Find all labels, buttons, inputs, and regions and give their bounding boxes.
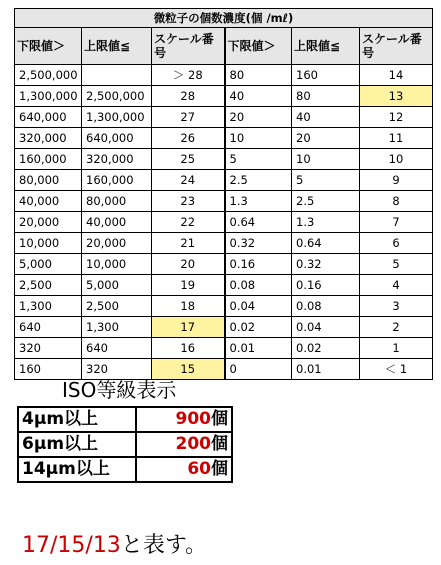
lower-limit-cell: 0.08 (225, 275, 292, 296)
table-row (15, 338, 433, 359)
lower-limit-cell: 1,300,000 (15, 86, 82, 107)
scale-number-cell: 5 (360, 254, 433, 275)
upper-limit-cell: 0.04 (292, 317, 360, 338)
scale-number-cell: ＜ 1 (360, 359, 433, 380)
upper-limit-cell: 0.02 (292, 338, 360, 359)
table-row (15, 275, 433, 296)
upper-limit-cell: 0.16 (292, 275, 360, 296)
table-row (15, 65, 433, 86)
upper-limit-cell: 20 (292, 128, 360, 149)
header-lower-limit: 下限値＞ (15, 28, 82, 65)
scale-number-cell: 22 (152, 212, 225, 233)
scale-number-cell: 17 (152, 317, 225, 338)
lower-limit-cell: 0.04 (225, 296, 292, 317)
lower-limit-cell: 10,000 (15, 233, 82, 254)
upper-limit-cell: 1,300 (82, 317, 152, 338)
result-statement (22, 528, 207, 559)
scale-number-cell: 3 (360, 296, 433, 317)
header-scale-number: スケール番号 (360, 28, 433, 65)
lower-limit-cell: 0.01 (225, 338, 292, 359)
lower-limit-cell: 2,500 (15, 275, 82, 296)
lower-limit-cell: 2.5 (225, 170, 292, 191)
scale-number-cell: 21 (152, 233, 225, 254)
iso-grade-table (17, 406, 233, 483)
iso-unit: 個 (211, 409, 228, 429)
iso-count-cell (136, 407, 232, 432)
upper-limit-cell: 0.08 (292, 296, 360, 317)
scale-number-cell: 14 (360, 65, 433, 86)
iso-size: 6μm以上 (18, 432, 136, 457)
upper-limit-cell: 0.64 (292, 233, 360, 254)
iso-code: 17/15/13 (22, 533, 121, 558)
lower-limit-cell: 1,300 (15, 296, 82, 317)
upper-limit-cell: 1,300,000 (82, 107, 152, 128)
iso-size: 14μm以上 (18, 457, 136, 482)
scale-number-cell: 4 (360, 275, 433, 296)
lower-limit-cell: 1.3 (225, 191, 292, 212)
scale-number-cell: 27 (152, 107, 225, 128)
upper-limit-cell: 80,000 (82, 191, 152, 212)
upper-limit-cell: 2.5 (292, 191, 360, 212)
scale-number-cell: 13 (360, 86, 433, 107)
iso-count-cell (136, 457, 232, 482)
scale-number-cell: 1 (360, 338, 433, 359)
scale-number-cell: 18 (152, 296, 225, 317)
lower-limit-cell: 10 (225, 128, 292, 149)
table-row (15, 296, 433, 317)
iso-grade-label: ISO等級表示 (62, 378, 177, 402)
particle-scale-table (14, 8, 433, 380)
lower-limit-cell: 320,000 (15, 128, 82, 149)
iso-unit: 個 (211, 434, 228, 454)
upper-limit-cell: 40,000 (82, 212, 152, 233)
scale-number-cell: 6 (360, 233, 433, 254)
upper-limit-cell: 160,000 (82, 170, 152, 191)
lower-limit-cell: 80 (225, 65, 292, 86)
scale-number-cell: 19 (152, 275, 225, 296)
lower-limit-cell: 0 (225, 359, 292, 380)
lower-limit-cell: 640,000 (15, 107, 82, 128)
lower-limit-cell: 80,000 (15, 170, 82, 191)
scale-number-cell: 20 (152, 254, 225, 275)
lower-limit-cell: 640 (15, 317, 82, 338)
iso-count-cell (136, 432, 232, 457)
upper-limit-cell: 5 (292, 170, 360, 191)
lower-limit-cell: 0.64 (225, 212, 292, 233)
upper-limit-cell: 10,000 (82, 254, 152, 275)
table-row (15, 170, 433, 191)
lower-limit-cell: 40,000 (15, 191, 82, 212)
lower-limit-cell: 40 (225, 86, 292, 107)
upper-limit-cell: 10 (292, 149, 360, 170)
scale-number-cell: 28 (152, 86, 225, 107)
table-row (15, 107, 433, 128)
iso-row (18, 432, 232, 457)
upper-limit-cell: 640 (82, 338, 152, 359)
scale-number-cell: 10 (360, 149, 433, 170)
iso-count: 60 (187, 459, 211, 479)
scale-number-cell: 15 (152, 359, 225, 380)
lower-limit-cell: 320 (15, 338, 82, 359)
upper-limit-cell: 40 (292, 107, 360, 128)
lower-limit-cell: 5 (225, 149, 292, 170)
upper-limit-cell: 20,000 (82, 233, 152, 254)
scale-number-cell: 8 (360, 191, 433, 212)
lower-limit-cell: 2,500,000 (15, 65, 82, 86)
iso-size: 4μm以上 (18, 407, 136, 432)
header-upper-limit: 上限値≦ (82, 28, 152, 65)
upper-limit-cell: 0.32 (292, 254, 360, 275)
upper-limit-cell: 0.01 (292, 359, 360, 380)
lower-limit-cell: 0.16 (225, 254, 292, 275)
scale-number-cell: 12 (360, 107, 433, 128)
lower-limit-cell: 160,000 (15, 149, 82, 170)
scale-number-cell: 26 (152, 128, 225, 149)
upper-limit-cell: 320,000 (82, 149, 152, 170)
upper-limit-cell: 80 (292, 86, 360, 107)
lower-limit-cell: 160 (15, 359, 82, 380)
header-upper-limit: 上限値≦ (292, 28, 360, 65)
scale-number-cell: 9 (360, 170, 433, 191)
upper-limit-cell: 5,000 (82, 275, 152, 296)
table-row (15, 212, 433, 233)
iso-count: 200 (175, 434, 211, 454)
upper-limit-cell (82, 65, 152, 86)
upper-limit-cell: 640,000 (82, 128, 152, 149)
header-lower-limit: 下限値＞ (225, 28, 292, 65)
lower-limit-cell: 20,000 (15, 212, 82, 233)
table-title: 微粒子の個数濃度(個 /mℓ) (15, 9, 433, 28)
lower-limit-cell: 20 (225, 107, 292, 128)
iso-unit: 個 (211, 459, 228, 479)
table-row (15, 128, 433, 149)
table-row (15, 233, 433, 254)
table-row (15, 149, 433, 170)
iso-row (18, 457, 232, 482)
scale-number-cell: 7 (360, 212, 433, 233)
iso-count: 900 (175, 409, 211, 429)
upper-limit-cell: 1.3 (292, 212, 360, 233)
table-row (15, 254, 433, 275)
result-suffix: と表す。 (120, 533, 208, 558)
scale-number-cell: 16 (152, 338, 225, 359)
scale-number-cell: 25 (152, 149, 225, 170)
lower-limit-cell: 5,000 (15, 254, 82, 275)
scale-number-cell: ＞ 28 (152, 65, 225, 86)
upper-limit-cell: 160 (292, 65, 360, 86)
table-row (15, 191, 433, 212)
table-row (15, 86, 433, 107)
scale-number-cell: 23 (152, 191, 225, 212)
upper-limit-cell: 320 (82, 359, 152, 380)
table-row (15, 317, 433, 338)
scale-number-cell: 11 (360, 128, 433, 149)
iso-row (18, 407, 232, 432)
header-scale-number: スケール番号 (152, 28, 225, 65)
scale-number-cell: 2 (360, 317, 433, 338)
upper-limit-cell: 2,500,000 (82, 86, 152, 107)
lower-limit-cell: 0.02 (225, 317, 292, 338)
scale-number-cell: 24 (152, 170, 225, 191)
lower-limit-cell: 0.32 (225, 233, 292, 254)
upper-limit-cell: 2,500 (82, 296, 152, 317)
